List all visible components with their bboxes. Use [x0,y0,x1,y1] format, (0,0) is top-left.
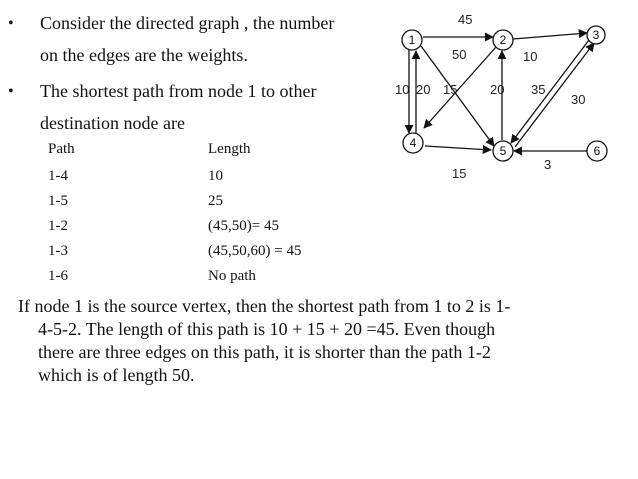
node-label: 2 [499,33,507,47]
node-label: 6 [593,144,601,158]
table-row-length: 10 [208,168,223,184]
edge-label-4-1: 20 [416,82,431,97]
node-2 [493,30,513,50]
table-row-length: 25 [208,193,223,209]
table-row-length: (45,50)= 45 [208,218,279,234]
edge-label-6-5: 3 [544,157,552,172]
edge-label-5-2: 20 [490,82,505,97]
table-row-path: 1-6 [48,268,68,284]
node-label: 3 [592,28,600,42]
table-header-length: Length [208,141,251,157]
bullet-2-line-2: destination node are [40,113,185,133]
bullet-1-marker: • [8,15,14,32]
node-1 [402,30,422,50]
paragraph-line: which is of length 50. [38,365,195,385]
bullet-2-line-1: The shortest path from node 1 to other [40,81,317,101]
node-label: 5 [499,144,507,158]
paragraph-line: If node 1 is the source vertex, then the shortest path from 1 to 2 is 1- [18,296,511,316]
bullet-2-marker: • [8,83,14,100]
paragraph-line: there are three edges on this path, it is shorter than the path 1-2 [38,342,491,362]
table-row-path: 1-3 [48,243,68,259]
edge-label-4-5: 15 [452,166,467,181]
node-6 [587,141,607,161]
table-row-length: (45,50,60) = 45 [208,243,302,259]
table-row-path: 1-4 [48,168,68,184]
table-row-path: 1-5 [48,193,68,209]
table-row-path: 1-2 [48,218,68,234]
edge-label-2-3: 10 [523,49,538,64]
edge-label-2-4: 15 [443,82,458,97]
node-5 [493,141,513,161]
edge-label-1-2: 45 [458,12,473,27]
edge-label-3-5: 35 [531,82,546,97]
edge-label-1-4: 10 [395,82,410,97]
bullet-1-line-1: Consider the directed graph , the number [40,13,335,33]
node-label: 4 [409,136,417,150]
table-row-length: No path [208,268,256,284]
node-label: 1 [408,33,416,47]
edge-2-3 [513,33,587,39]
table-header-path: Path [48,141,75,157]
node-3 [587,26,605,44]
edge-label-1-5: 50 [452,47,467,62]
edge-label-5-3: 30 [571,92,586,107]
paragraph-line: 4-5-2. The length of this path is 10 + 15 + 20 =45. Even though [38,319,496,339]
node-4 [403,133,423,153]
bullet-1-line-2: on the edges are the weights. [40,45,248,65]
edge-4-5 [425,146,491,150]
